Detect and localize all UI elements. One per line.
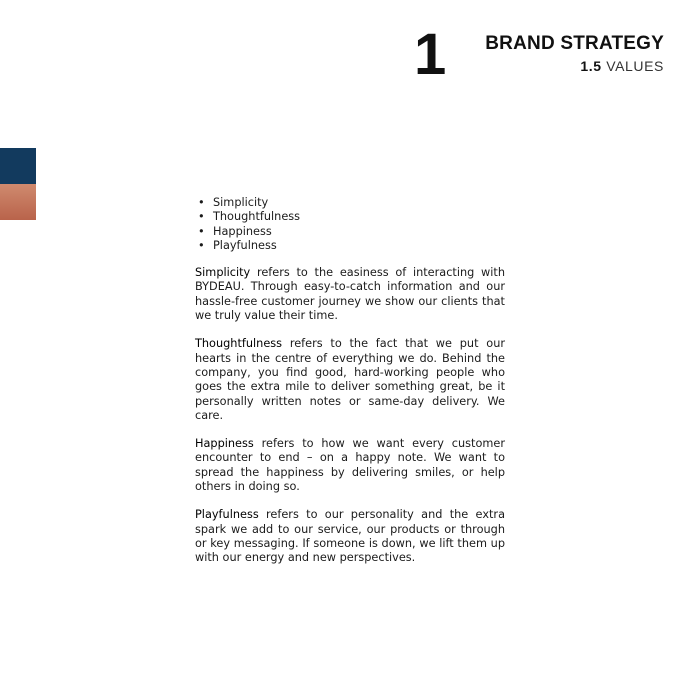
value-term: Simplicity	[195, 266, 251, 280]
value-term: Happiness	[195, 437, 254, 451]
value-term: Thoughtfulness	[195, 337, 283, 351]
value-description: refers to the easiness of interacting with BYDEAU. Through easy-to-catch information and our hassle-free customer journey we show our clients that we truly value their time.	[195, 266, 505, 323]
subsection-number: 1.5	[580, 58, 602, 74]
list-item: • Happiness	[195, 225, 505, 239]
value-description: refers to how we want every customer encounter to end – on a happy note. We want to spread the happiness by delivering smiles, or help others in doing so.	[195, 437, 505, 494]
subsection-title: VALUES	[606, 58, 664, 74]
value-paragraph	[195, 508, 505, 565]
section-title: BRAND STRATEGY	[485, 33, 664, 54]
value-term: Playfulness	[195, 508, 259, 522]
copper-color-swatch	[0, 184, 36, 220]
subsection-heading	[580, 58, 664, 74]
list-item: • Playfulness	[195, 239, 505, 253]
value-paragraph	[195, 337, 505, 423]
value-paragraph	[195, 266, 505, 323]
list-item: • Thoughtfulness	[195, 210, 505, 224]
values-content	[195, 196, 505, 580]
list-item: • Simplicity	[195, 196, 505, 210]
section-number: 1	[414, 22, 447, 87]
value-description: refers to the fact that we put our hearts in the centre of everything we do. Behind the company, you find good, hard-working people who goes the extra mile to deliver something great, be it personally written notes or same-day delivery. We care.	[195, 337, 505, 422]
navy-color-swatch	[0, 148, 36, 184]
value-paragraph	[195, 437, 505, 494]
page-header	[404, 22, 664, 87]
value-description: refers to our personality and the extra spark we add to our service, our products or through or key messaging. If someone is down, we lift them up with our energy and new perspectives.	[195, 508, 505, 565]
values-list	[195, 196, 505, 253]
